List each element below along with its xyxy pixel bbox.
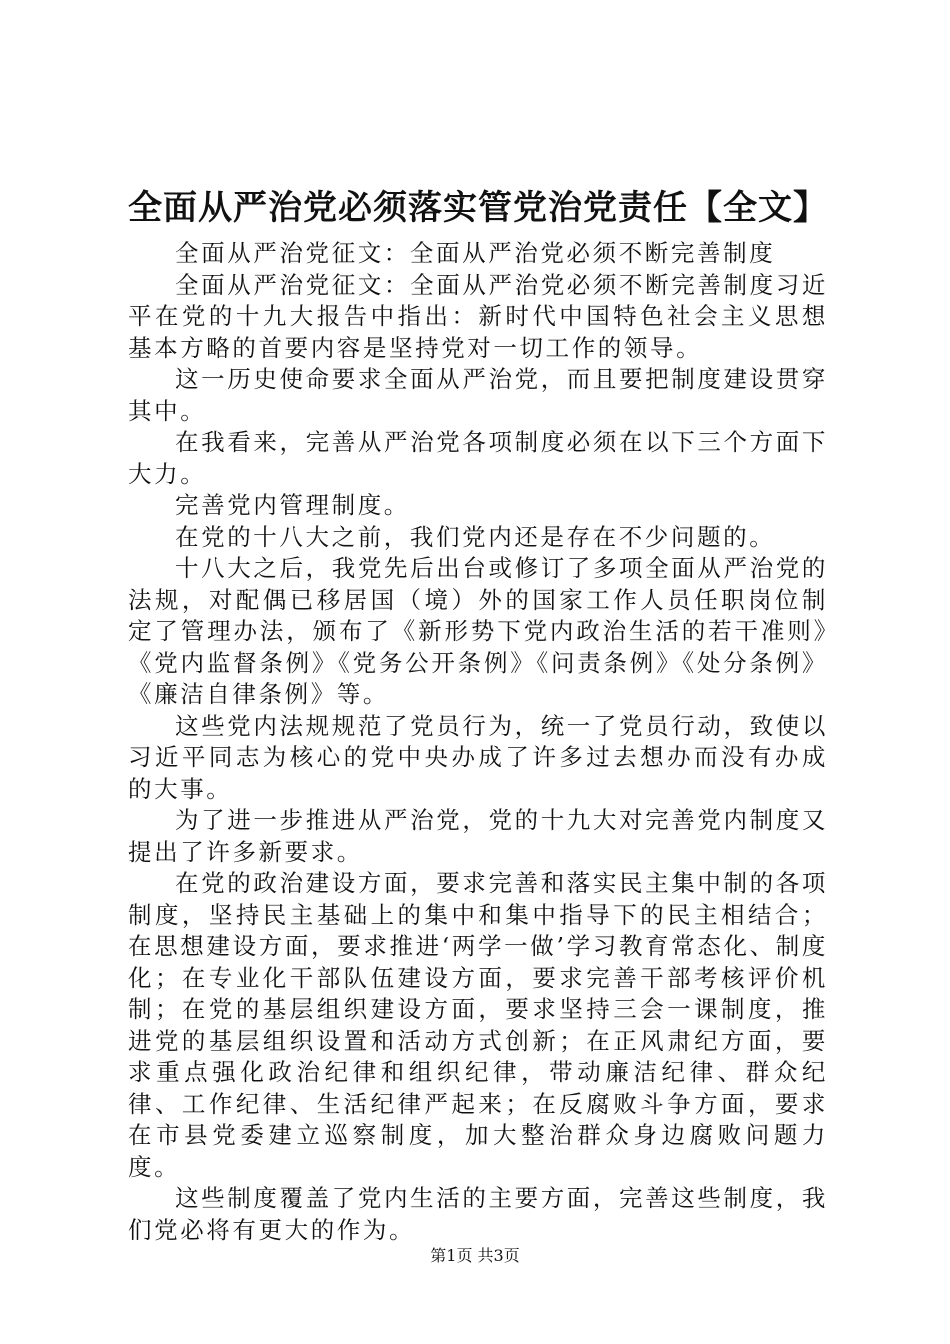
paragraph: 这些制度覆盖了党内生活的主要方面，完善这些制度，我们党必将有更大的作为。 [128, 1184, 828, 1244]
paragraph: 全面从严治党征文：全面从严治党必须不断完善制度习近平在党的十九大报告中指出：新时代中国特色社会主义思想基本方略的首要内容是坚持党对一切工作的领导。 [128, 270, 828, 362]
paragraph: 完善党内管理制度。 [175, 491, 410, 519]
document-body [128, 238, 828, 1246]
document-title: 全面从严治党必须落实管党治党责任【全文】 [128, 188, 828, 228]
page-number: 第1页 共3页 [430, 1246, 520, 1265]
paragraph: 在党的十八大之前，我们党内还是存在不少问题的。 [175, 522, 776, 551]
paragraph: 在党的政治建设方面，要求完善和落实民主集中制的各项制度，坚持民主基础上的集中和集中指导下的民主相结合；在思想建设方面，要求推进‘两学一做’学习教育常态化、制度化；在专业化干部队伍建设方面，要求完善干部考核评价机制；在党的基层组织建设方面，要求坚持三会一课制度，推进党的基层组织设置和活动方式创新；在正风肃纪方面，要求重点强化政治纪律和组织纪律，带动廉洁纪律、群众纪律、工作纪律、生活纪律严起来；在反腐败斗争方面，要求在市县党委建立巡察制度，加大整治群众身边腐败问题力度。 [128, 869, 828, 1181]
paragraph: 在我看来，完善从严治党各项制度必须在以下三个方面下大力。 [128, 428, 828, 488]
paragraph: 这一历史使命要求全面从严治党，而且要把制度建设贯穿其中。 [128, 365, 828, 425]
paragraph: 十八大之后，我党先后出台或修订了多项全面从严治党的法规，对配偶已移居国（境）外的国家工作人员任职岗位制定了管理办法，颁布了《新形势下党内政治生活的若干准则》《党内监督条例》《党务公开条例》《问责条例》《处分条例》《廉洁自律条例》等。 [128, 554, 828, 708]
paragraph: 这些党内法规规范了党员行为，统一了党员行动，致使以习近平同志为核心的党中央办成了许多过去想办而没有办成的大事。 [128, 711, 828, 803]
paragraph: 全面从严治党征文：全面从严治党必须不断完善制度 [175, 239, 776, 267]
paragraph: 为了进一步推进从严治党，党的十九大对完善党内制度又提出了许多新要求。 [128, 806, 828, 866]
